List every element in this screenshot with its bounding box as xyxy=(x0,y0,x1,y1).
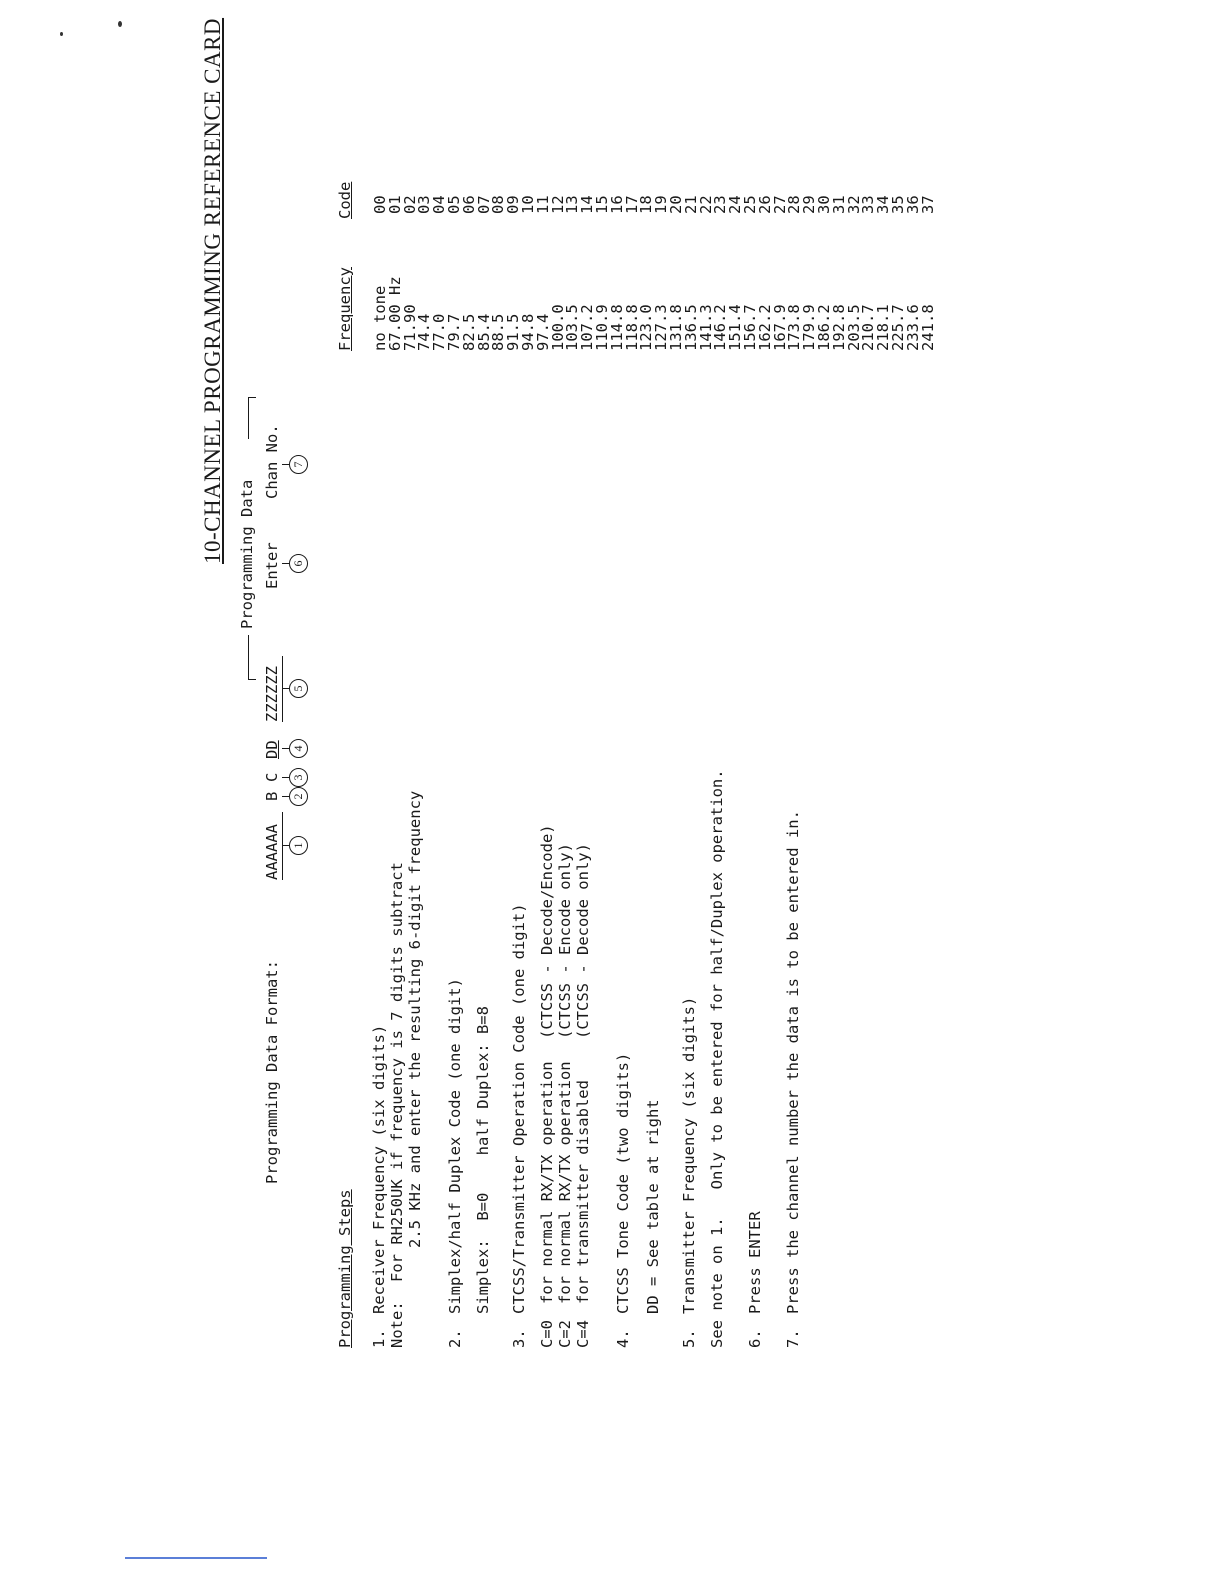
tone-frequency-cell: 156.7 xyxy=(741,304,759,351)
tone-frequency-cell: 167.9 xyxy=(770,304,789,351)
step-number: 7. xyxy=(784,1329,802,1348)
tone-code-cell: 12 xyxy=(548,195,567,214)
operation-code: C=4 xyxy=(574,1320,592,1348)
tone-code-cell: 33 xyxy=(859,195,878,214)
programming-data-label: Programming Data xyxy=(238,479,256,629)
operation-desc: for normal RX/TX operation xyxy=(556,1061,574,1304)
tone-code-cell: 04 xyxy=(430,195,449,214)
step-number: 6. xyxy=(746,1329,764,1348)
tone-frequency-cell: no tone xyxy=(371,285,389,351)
note-text: For RH250UK if frequency is 7 digits subtract xyxy=(388,862,406,1282)
field-number-5: 5 xyxy=(289,679,308,698)
step-text: Simplex/half Duplex Code (one digit) xyxy=(446,978,464,1314)
operation-desc: for normal RX/TX operation xyxy=(538,1061,556,1304)
tone-frequency-cell: 173.8 xyxy=(785,304,804,351)
tone-code-cell: 15 xyxy=(593,195,611,214)
tone-code-cell: 24 xyxy=(726,195,745,214)
tone-code-cell: 28 xyxy=(785,195,804,214)
operation-code: C=2 xyxy=(556,1320,574,1348)
field-number-6: 6 xyxy=(289,554,308,573)
field-number-3: 3 xyxy=(289,768,308,787)
step-detail: DD = See table at right xyxy=(644,1099,662,1314)
tone-code-cell: 03 xyxy=(415,195,434,214)
tone-frequency-cell: 162.2 xyxy=(755,304,774,351)
tone-frequency-cell: 67.00 Hz xyxy=(385,276,404,351)
table-header-code: Code xyxy=(336,181,354,219)
step-number: 4. xyxy=(614,1329,632,1348)
tone-frequency-cell: 71.90 xyxy=(400,304,419,351)
page-title: 10-CHANNEL PROGRAMMING REFERENCE CARD xyxy=(200,17,225,564)
step-number: 2. xyxy=(446,1329,464,1348)
tone-code-cell: 09 xyxy=(504,195,523,214)
operation-mode: (CTCSS - Decode only) xyxy=(574,843,592,1039)
note-text: 2.5 KHz and enter the resulting 6-digit frequency xyxy=(406,790,424,1248)
tone-code-cell: 05 xyxy=(445,195,463,214)
tone-code-cell: 13 xyxy=(563,195,582,214)
tone-frequency-cell: 192.8 xyxy=(829,304,848,351)
field-number-2: 2 xyxy=(289,787,308,806)
tone-code-cell: 18 xyxy=(637,195,656,214)
operation-code: C=0 xyxy=(538,1320,556,1348)
tone-frequency-cell: 186.2 xyxy=(815,304,833,351)
tone-code-cell: 36 xyxy=(903,195,922,214)
tone-frequency-cell: 94.8 xyxy=(519,313,537,351)
tone-code-cell: 32 xyxy=(844,195,863,214)
tone-frequency-cell: 203.5 xyxy=(844,304,863,351)
tone-frequency-cell: 179.9 xyxy=(800,304,819,351)
step-text: Press ENTER xyxy=(746,1211,764,1314)
tone-code-cell: 30 xyxy=(815,195,833,214)
tone-frequency-cell: 74.4 xyxy=(415,313,434,351)
step-number: 5. xyxy=(680,1329,698,1348)
tone-frequency-cell: 233.6 xyxy=(903,304,922,351)
tone-code-cell: 10 xyxy=(519,195,537,214)
note-label: Note: xyxy=(388,1301,406,1348)
step-detail: Simplex: B=0 half Duplex: B=8 xyxy=(474,1006,492,1314)
tone-code-cell: 19 xyxy=(652,195,671,214)
step-text: CTCSS/Transmitter Operation Code (one digit) xyxy=(510,903,528,1314)
tone-frequency-cell: 77.0 xyxy=(430,313,449,351)
tone-code-cell: 31 xyxy=(829,195,848,214)
tone-code-cell: 25 xyxy=(741,195,759,214)
field-number-4: 4 xyxy=(289,739,308,758)
tone-code-cell: 06 xyxy=(459,195,478,214)
tone-code-cell: 11 xyxy=(533,195,552,214)
tone-frequency-cell: 79.7 xyxy=(445,313,463,351)
tone-frequency-cell: 82.5 xyxy=(459,313,478,351)
tone-frequency-cell: 118.8 xyxy=(622,304,641,351)
tone-frequency-cell: 91.5 xyxy=(504,313,523,351)
tone-frequency-cell: 141.3 xyxy=(696,304,715,351)
tone-frequency-cell: 123.0 xyxy=(637,304,656,351)
tone-code-cell: 02 xyxy=(400,195,419,214)
tone-code-cell: 27 xyxy=(770,195,789,214)
tone-frequency-cell: 151.4 xyxy=(726,304,745,351)
tone-frequency-cell: 241.8 xyxy=(918,304,937,351)
tone-code-cell: 26 xyxy=(755,195,774,214)
tone-code-cell: 20 xyxy=(667,195,685,214)
operation-desc: for transmitter disabled xyxy=(574,1080,592,1304)
tone-code-cell: 37 xyxy=(918,195,937,214)
tone-code-cell: 01 xyxy=(385,195,404,214)
step-text: Press the channel number the data is to be entered in. xyxy=(784,810,802,1314)
tone-frequency-cell: 110.9 xyxy=(593,304,611,351)
tone-frequency-cell: 114.8 xyxy=(607,304,626,351)
tone-frequency-cell: 146.2 xyxy=(711,304,730,351)
tone-frequency-cell: 100.0 xyxy=(548,304,567,351)
format-label: Programming Data Format: xyxy=(263,960,281,1184)
step-text: CTCSS Tone Code (two digits) xyxy=(614,1052,632,1314)
tone-code-cell: 34 xyxy=(874,195,893,214)
tone-frequency-cell: 136.5 xyxy=(681,304,700,351)
tone-code-cell: 08 xyxy=(489,195,508,214)
step-text: Receiver Frequency (six digits) xyxy=(370,1024,388,1314)
tone-frequency-cell: 131.8 xyxy=(667,304,685,351)
field-number-1: 1 xyxy=(289,836,308,855)
tone-code-cell: 17 xyxy=(622,195,641,214)
steps-heading: Programming Steps xyxy=(336,1189,354,1348)
scan-margin-line xyxy=(125,1557,267,1559)
step-text: Transmitter Frequency (six digits) xyxy=(680,996,698,1314)
reference-card-sheet: 10-CHANNEL PROGRAMMING REFERENCE CARD Programming Data Format: Programming Data AAAAAA 1 B 2 C 3 DD 4 ZZZZZZ 5 Enter 6 Chan No. 7 Programming Steps 1. Receiver Frequency (six digits) Note: For RH250UK if frequency is 7 digits subtract 2.5 KHz and enter the resulting 6-digit frequency 2. Simplex/half Duplex Code (one digit) Simplex: B=0 half Duplex: B=8 3. CTCSS/Transmitter Operation Code (one digit) C=0 for normal RX/TX operation (CTCSS - Decode/Encode) C=2 for normal RX/TX operation (CTCSS - Encode only) C=4 for transmitter disabled (CTCSS - Decode only) 4. CTCSS Tone Code (two digits) DD = See table at right 5. Transmitter Frequency (six digits) See note on 1. Only to be entered for half/Duplex operation. 6. Press ENTER 7. Press the channel number the data is to be entered in. Frequency Code no tone 00 67.00 Hz 01 71.90 02 74.4 03 77.0 04 79.7 05 82.5 06 85.4 07 88.5 08 91.5 09 94.8 10 97.4 11 100.0 12 103.5 13 107.2 14 110.9 15 114.8 16 118.8 17 123.0 18 127.3 19 131.8 20 136.5 21 141.3 22 146.2 23 151.4 24 156.7 25 162.2 26 167.9 27 173.8 28 179.9 29 186.2 30 192.8 31 203.5 32 210.7 33 218.1 34 225.7 35 233.6 36 241.8 37 xyxy=(0,0,1224,1584)
operation-mode: (CTCSS - Decode/Encode) xyxy=(538,824,556,1039)
operation-mode: (CTCSS - Encode only) xyxy=(556,843,574,1039)
tone-code-cell: 14 xyxy=(578,195,597,214)
table-header-frequency: Frequency xyxy=(336,267,354,351)
tone-frequency-cell: 127.3 xyxy=(652,304,671,351)
tone-frequency-cell: 107.2 xyxy=(578,304,597,351)
tone-frequency-cell: 210.7 xyxy=(859,304,878,351)
tone-code-cell: 00 xyxy=(371,195,389,214)
tone-code-cell: 21 xyxy=(681,195,700,214)
field-number-7: 7 xyxy=(289,455,308,474)
tone-code-cell: 29 xyxy=(800,195,819,214)
tone-code-cell: 07 xyxy=(474,195,493,214)
tone-frequency-cell: 103.5 xyxy=(563,304,582,351)
tone-code-cell: 35 xyxy=(889,195,907,214)
tone-frequency-cell: 88.5 xyxy=(489,313,508,351)
tone-code-cell: 23 xyxy=(711,195,730,214)
tone-frequency-cell: 85.4 xyxy=(474,313,493,351)
tone-frequency-cell: 218.1 xyxy=(874,304,893,351)
tone-code-cell: 22 xyxy=(696,195,715,214)
tone-frequency-cell: 225.7 xyxy=(889,304,907,351)
tone-code-cell: 16 xyxy=(607,195,626,214)
tone-frequency-cell: 97.4 xyxy=(533,313,552,351)
step-number: 1. xyxy=(370,1329,388,1348)
step-detail: See note on 1. Only to be entered for half/Duplex operation. xyxy=(708,769,726,1348)
step-number: 3. xyxy=(510,1329,528,1348)
